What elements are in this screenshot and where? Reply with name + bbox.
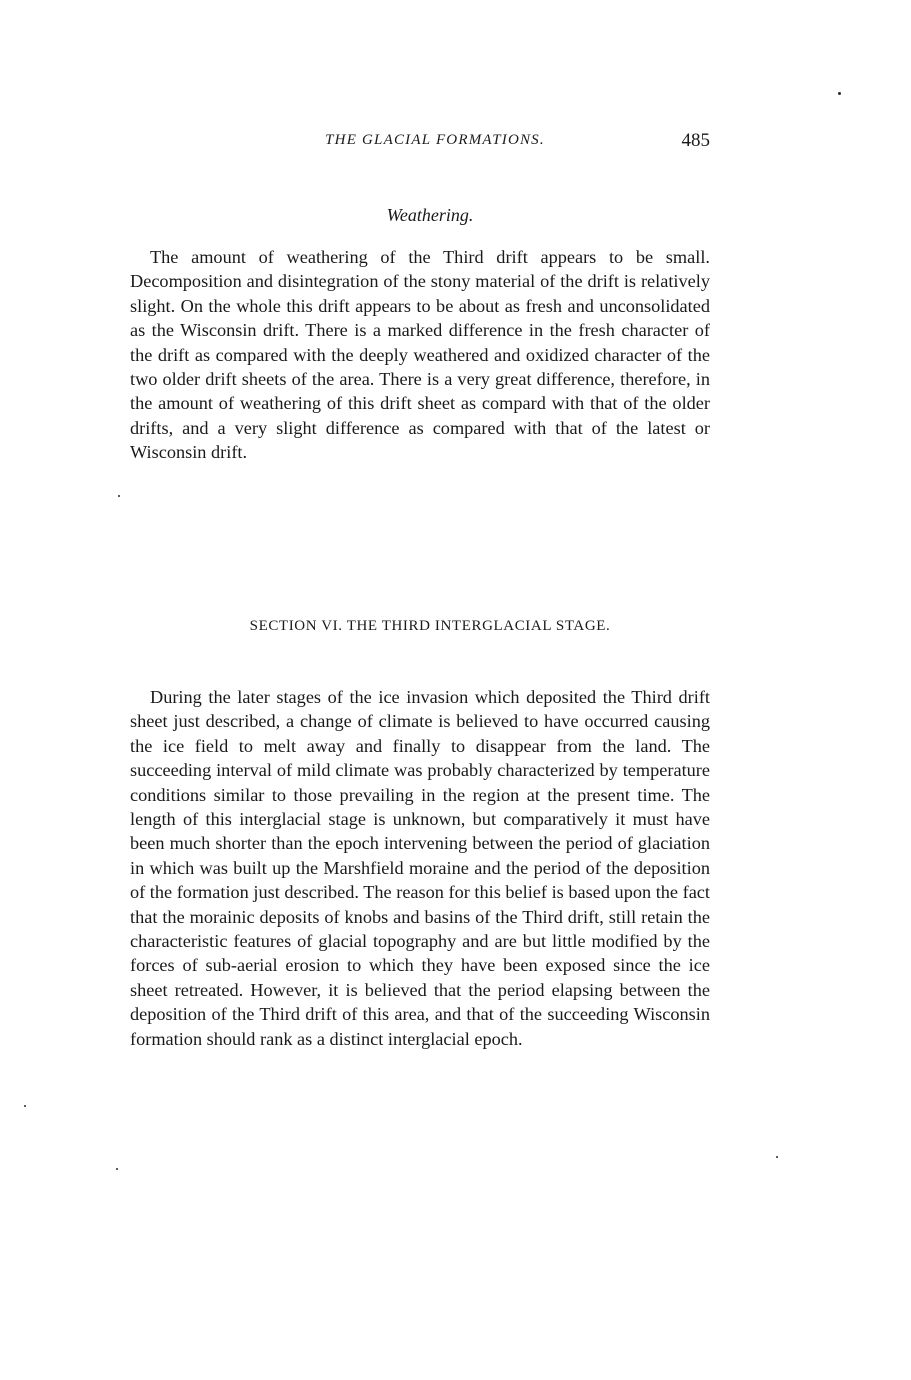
running-title: THE GLACIAL FORMATIONS. [325,132,545,148]
page-number: 485 [681,130,710,151]
scan-speck [118,495,120,497]
weathering-paragraph: The amount of weathering of the Third drift appears to be small. Decomposition and disintegration of the stony material of the drift is relatively slight. On the whole this drift appears to be about as fresh and unconsolidated as the Wisconsin drift. There is a marked difference in the fresh character of the drift as compared with the deeply weathered and oxidized character of the two older drift sheets of the area. There is a very great difference, therefore, in the amount of weathering of this drift sheet as compard with that of the older drifts, and a very slight difference as compared with that of the latest or Wisconsin drift. [130,247,710,463]
scan-speck [838,92,841,95]
scan-speck [24,1105,26,1107]
scan-speck [776,1156,778,1158]
interglacial-paragraph: During the later stages of the ice invasion which deposited the Third drift sheet just described, a change of climate is believed to have occurred causing the ice field to melt away and finally to disappear from the land. The succeeding interval of mild climate was probably characterized by temperature conditions similar to those prevailing in the region at the present time. The length of this interglacial stage is unknown, but comparatively it must have been much shorter than the epoch intervening between the period of glaciation in which was built up the Marshfield moraine and the period of the deposition of the formation just described. The reason for this belief is based upon the fact that the morainic deposits of knobs and basins of the Third drift, still retain the characteristic features of glacial topography and are but little modified by the forces of sub-aerial erosion to which they have been exposed since the ice sheet retreated. However, it is believed that the period elapsing between the deposition of the Third drift of this area, and that of the succeeding Wisconsin formation should rank as a distinct interglacial epoch. [130,687,710,1049]
scan-speck [116,1168,118,1170]
running-head [130,132,710,156]
weathering-heading: Weathering. [386,205,474,225]
section-heading: SECTION VI. THE THIRD INTERGLACIAL STAGE. [249,618,611,634]
